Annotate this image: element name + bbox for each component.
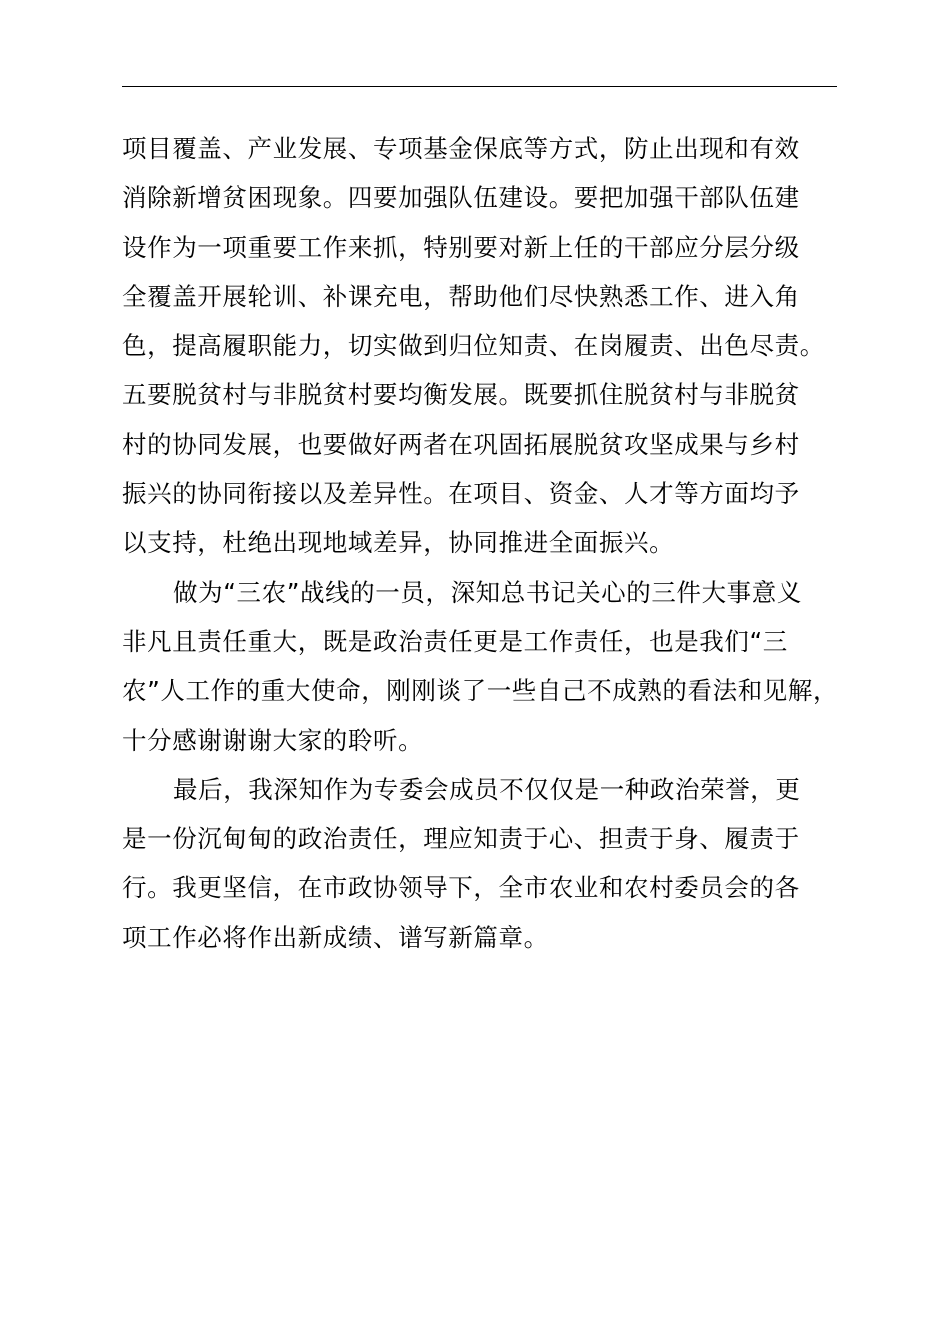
text-line: 振兴的协同衔接以及差异性。在项目、资金、人才等方面均予	[122, 479, 800, 509]
text-line: 项目覆盖、产业发展、专项基金保底等方式，防止出现和有效	[122, 134, 800, 163]
text-line: 是一份沉甸甸的政治责任，理应知责于心、担责于身、履责于	[122, 824, 800, 854]
paragraph-2	[122, 568, 837, 765]
text-line: 农”人工作的重大使命，刚刚谈了一些自己不成熟的看法和见解，	[122, 676, 839, 706]
header-rule	[122, 86, 837, 87]
text-line: 非凡且责任重大，既是政治责任更是工作责任，也是我们“三	[122, 626, 788, 656]
text-line: 全覆盖开展轮训、补课充电，帮助他们尽快熟悉工作、进入角	[122, 281, 800, 311]
text-line: 以支持，杜绝出现地域差异，协同推进全面振兴。	[122, 528, 675, 558]
text-line: 做为“三农”战线的一员，深知总书记关心的三件大事意义	[173, 577, 802, 607]
paragraph-1	[122, 124, 837, 568]
text-line: 村的协同发展，也要做好两者在巩固拓展脱贫攻坚成果与乡村	[122, 429, 800, 459]
document-body	[122, 124, 837, 962]
text-line: 项工作必将作出新成绩、谱写新篇章。	[122, 922, 549, 952]
text-line: 消除新增贫困现象。四要加强队伍建设。要把加强干部队伍建	[122, 183, 800, 213]
text-line: 五要脱贫村与非脱贫村要均衡发展。既要抓住脱贫村与非脱贫	[122, 380, 800, 410]
text-line: 色，提高履职能力，切实做到归位知责、在岗履责、出色尽责。	[122, 331, 825, 361]
text-line: 设作为一项重要工作来抓，特别要对新上任的干部应分层分级	[122, 232, 800, 262]
text-line: 最后，我深知作为专委会成员不仅仅是一种政治荣誉，更	[173, 774, 801, 804]
paragraph-3	[122, 765, 837, 962]
text-line: 十分感谢谢谢大家的聆听。	[122, 725, 424, 755]
text-line: 行。我更坚信，在市政协领导下，全市农业和农村委员会的各	[122, 873, 800, 903]
